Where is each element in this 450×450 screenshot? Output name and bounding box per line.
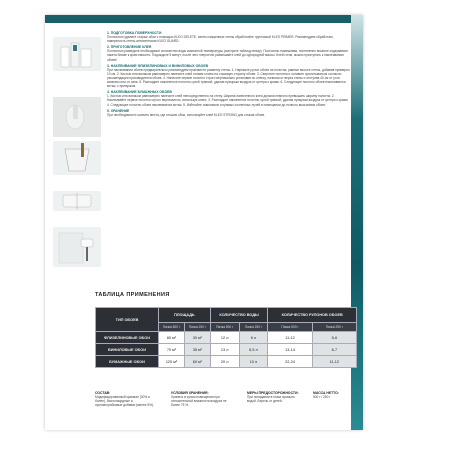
step-text: 1. Кистью или валиком равномерно нанесите клей непосредственно на стену. Ширина нанесенного клея должна немного превышать ширину полотна. 2. Наклеивайте первое полотно строго вертикально, используя отвес. 3. Разгладьте наклеенное полотно сухой тряпкой, удаляя пузырьки воздуха от центра к краям. 4. Следующее полотно обоев наклеивается встык. 5. Избегайте сквозняков и прямых солнечных лучей в помещении до полного высыхания обоев. (107, 94, 349, 107)
step-text: При наклеивании обоев предварительно рекомендуем произвести разметку стены. 1. Нарежьте рулон обоев на полотна, равные высоте стены, добавив примерно 10 см. 2. Кистью или валиком равномерно нанесите клей тонким слоем на стыковую сторону обоев. 3. Сверните полотна и оставьте пропитываться согласно рекомендации производителя обоев. 4. Нанесите первое полотно строго вертикально установив по отвесу, начиная от верха стены и отступив 40 см от угла комнаты или от окна. 5. Разгладьте наклеенное полотно сухой тряпкой, удаляя пузырьки воздуха от центра к краям. 6. Следующее полотно обоев наклеивается встык, с припуском. (107, 67, 350, 89)
table-cell: 13-14 (268, 344, 312, 356)
table-row (96, 356, 357, 368)
step-title: 3. НАКЛЕИВАНИЕ ФЛИЗЕЛИНОВЫХ И ВИНИЛОВЫХ ОБОЕВ (107, 63, 209, 68)
composition-title: СОСТАВ: (95, 391, 111, 395)
subheader: Пачка 500 г (210, 323, 239, 332)
step-1 (107, 31, 351, 43)
step-5 (107, 109, 351, 117)
step-text: Полностью разведите необходимое количество воды комнатной температуры (смотрите таблицу внизу). Постоянно помешивая, постепенно всыпьте содержимое пакета ближе к краю емкости. Подождите 5 минут, после чего энергично размешайте клей до однородной массы. Клей готов, можно приступать к наклеиванию обоев! (107, 49, 348, 62)
step-title: 2. ПРИГОТОВЛЕНИЕ КЛЕЯ (107, 45, 152, 50)
table-cell: 6-7 (312, 344, 356, 356)
storage-title: УСЛОВИЯ ХРАНЕНИЯ: (171, 391, 209, 395)
step-3 (107, 64, 351, 89)
table-cell: 5-6 (312, 332, 356, 344)
table-cell: 6,5 л (239, 344, 268, 356)
roller-image (53, 227, 101, 267)
table-cell: 70 м² (159, 344, 185, 356)
weight-block (313, 391, 357, 399)
table-row (96, 332, 357, 344)
table-cell: 120 м² (159, 356, 185, 368)
step-4 (107, 90, 351, 106)
table-cell: 11-12 (268, 332, 312, 344)
table-cell: 22-24 (268, 356, 312, 368)
table-cell: 6 л (239, 332, 268, 344)
table-cell: 30 м² (184, 332, 210, 344)
table-cell: 10 л (239, 356, 268, 368)
instruction-steps (107, 29, 351, 117)
primer-products-image (53, 37, 101, 71)
safety-title: МЕРЫ ПРЕДОСТОРОЖНОСТИ: (247, 391, 299, 395)
header-water: КОЛИЧЕСТВО ВОДЫ (210, 308, 268, 323)
subheader: Пачка 250 г (312, 323, 356, 332)
safety-text: При попадании в глаза промыть водой. Беречь от детей. (247, 395, 295, 403)
step-text: При необходимости оклеить места, где отошли обои, используйте клей KLEO STRONG для стыков обоев. (107, 112, 265, 117)
header-rolls: КОЛИЧЕСТВО РУЛОНОВ ОБОЕВ (268, 308, 357, 323)
safety-block (247, 391, 303, 403)
top-bar (45, 15, 363, 23)
composition-text: Модифицированный крахмал (30% и более), биологицидные и противогрибковые добавки (менее 5%). (95, 395, 154, 407)
subheader: Пачка 250 г (184, 323, 210, 332)
step-2 (107, 45, 351, 61)
row-type: ФЛИЗЕЛИНОВЫЕ ОБОИ (96, 332, 159, 344)
application-table (95, 307, 357, 368)
wall-hand-image (53, 97, 101, 137)
table-row (96, 344, 357, 356)
weight-title: МАССА НЕТТО: (313, 391, 339, 395)
subheader: Пачка 250 г (239, 323, 268, 332)
header-area: ПЛОЩАДЬ (159, 308, 211, 323)
row-type: ВИНИЛОВЫЕ ОБОИ (96, 344, 159, 356)
subheader: Пачка 500 г (159, 323, 185, 332)
table-title: ТАБЛИЦА ПРИМЕНЕНИЯ (95, 292, 170, 298)
storage-block (171, 391, 233, 407)
table-cell: 13 л (210, 344, 239, 356)
header-type: ТИП ОБОЕВ (96, 308, 159, 332)
table-cell: 60 м² (184, 356, 210, 368)
weight-text: 500 г / 250 г (313, 395, 331, 399)
step-title: 1. ПОДГОТОВКА ПОВЕРХНОСТИ (107, 31, 162, 35)
subheader: Пачка 500 г (268, 323, 312, 332)
table-cell: 12 л (210, 332, 239, 344)
composition-block (95, 391, 155, 407)
table-cell: 35 м² (184, 344, 210, 356)
table-cell: 11-12 (312, 356, 356, 368)
table-cell: 60 м² (159, 332, 185, 344)
bucket-image (53, 141, 101, 175)
instruction-sheet (45, 15, 363, 430)
storage-text: Хранить в сухом помещении при относительной влажности воздуха не более 75 %. (171, 395, 227, 407)
wallpaper-roll-image (53, 191, 101, 211)
table-cell: 20 л (210, 356, 239, 368)
row-type: БУМАЖНЫЕ ОБОИ (96, 356, 159, 368)
step-title: 5. ХРАНЕНИЕ (107, 108, 130, 113)
step-text: Полностью удалите старые обои с помощью KLEO DELETE, затем очищенные стены обработайте грунтовкой KLEO PRIMER. Рекомендуем обработать поверхность стены антисептиком KLEO GUARD. (107, 35, 334, 44)
step-title: 4. НАКЛЕИВАНИЕ БУМАЖНЫХ ОБОЕВ (107, 90, 172, 95)
